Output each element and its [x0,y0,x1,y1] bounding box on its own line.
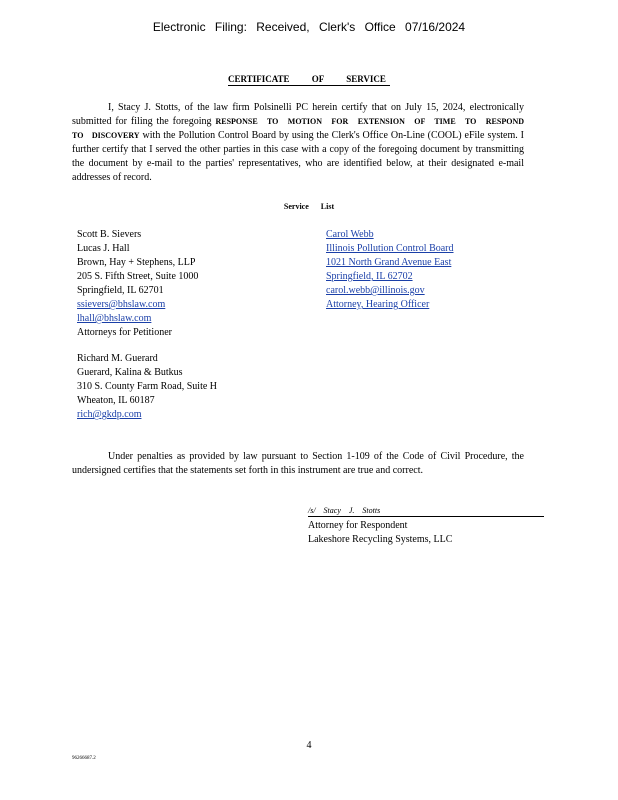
party-line-link[interactable]: Carol Webb [326,229,374,240]
party-line-link[interactable]: Attorney, Hearing Officer [326,299,430,310]
party-line-link[interactable]: Springfield, IL 62702 [326,271,413,282]
filing-header: Electronic Filing: Received, Clerk's Office 07/16/2024 [152,20,466,34]
penalty-paragraph [72,450,524,478]
certificate-title: CERTIFICATE OF SERVICE [228,74,390,86]
party-hearing-officer [326,228,454,312]
email-link[interactable]: ssievers@bhslaw.com [77,299,166,310]
signature-client: Lakeshore Recycling Systems, LLC [308,534,453,545]
penalty-statement: Under penalties as provided by law pursuant to Section 1-109 of the Code of Civil Procedure, the undersigned certifies that the statements set forth in this instrument are true and correct. [72,451,524,476]
document-id: 96266687.2 [72,756,96,761]
service-list-title: Service List [283,202,335,211]
party-line-link[interactable]: Illinois Pollution Control Board [326,243,454,254]
signature: /s/ Stacy J. Stotts [308,506,544,517]
party-petitioner-attorneys [77,228,198,340]
party-line: 205 S. Fifth Street, Suite 1000 [77,271,199,282]
certification-rest: with the Pollution Control Board by using the Clerk's Office On-Line (COOL) eFile system. I further certify that I served the other parties in this case with a copy of the foregoing document by transmitting the document by e-mail to the parties' representatives, who are identified below, at their designated e-mail addresses of record. [72,130,525,183]
email-link[interactable]: carol.webb@illinois.gov [326,285,425,296]
certification-paragraph [72,101,524,185]
party-line: Scott B. Sievers [77,229,142,240]
party-line: Guerard, Kalina & Butkus [77,367,183,378]
certification-intro: I, Stacy J. Stotts, of the law firm Polsinelli PC herein certify that on July 15, 2024, electronically submitted for filing the foregoing [72,102,524,127]
party-line: Springfield, IL 62701 [77,285,164,296]
document-name: RESPONSE TO MOTION FOR EXTENSION OF TIME TO RESPOND TO DISCOVERY [72,117,524,140]
party-line: Wheaton, IL 60187 [77,395,155,406]
email-link[interactable]: rich@gkdp.com [77,409,142,420]
signature-block [308,519,452,547]
signature-title: Attorney for Respondent [308,520,408,531]
page-number: 4 [306,740,312,751]
party-line-link[interactable]: 1021 North Grand Avenue East [326,257,452,268]
party-role: Attorneys for Petitioner [77,327,172,338]
email-link[interactable]: lhall@bhslaw.com [77,313,152,324]
party-line: Brown, Hay + Stephens, LLP [77,257,196,268]
party-line: 310 S. County Farm Road, Suite H [77,381,218,392]
party-line: Richard M. Guerard [77,353,158,364]
party-line: Lucas J. Hall [77,243,130,254]
party-second-counsel [77,352,217,422]
